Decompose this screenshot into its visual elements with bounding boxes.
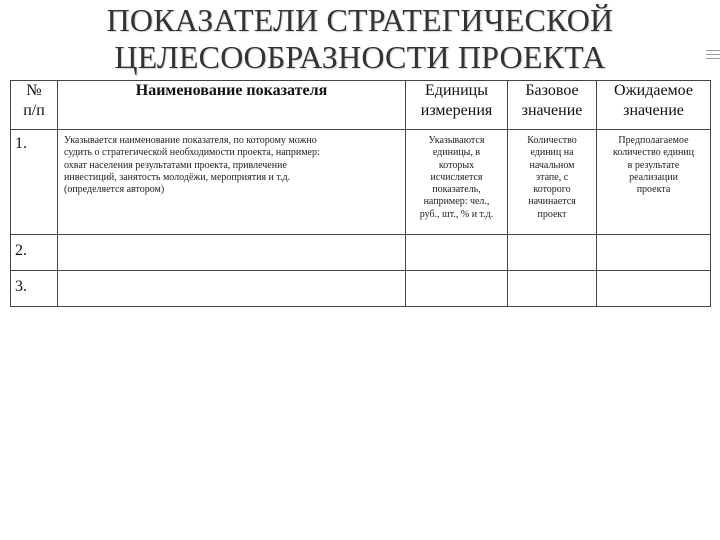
indicators-table [10,80,711,307]
expected-value-line: количество единиц [612,147,695,159]
units-line: единицы, в [432,147,481,159]
units-line: показатель, [432,184,481,196]
table-header-row [11,81,711,130]
indicator-name-line: Указывается наименование показателя, по которому можно [64,135,317,146]
header-expected-line-1: Ожидаемое [614,82,693,99]
units-line: Указываются [428,135,485,146]
row-number: 2. [11,235,58,271]
indicator-name-cell [58,271,406,307]
header-units [406,81,508,130]
expected-value-line: в результате [627,159,680,171]
header-expected-value [597,81,711,130]
page-title-line-2: ЦЕЛЕСООБРАЗНОСТИ ПРОЕКТА [114,39,606,75]
row-number: 1. [11,130,58,235]
indicator-name-line: охват населения результатами проекта, привлечение [64,159,287,171]
base-value-cell [508,130,597,235]
table-row [11,271,711,307]
base-value-line: проект [537,208,567,220]
expected-value-cell [597,271,711,307]
header-number-line-1: № [26,82,42,99]
base-value-line: начинается [528,196,576,208]
units-cell [406,271,508,307]
header-units-line-2: измерения [420,102,493,119]
header-base-line-1: Базовое [525,82,579,99]
indicator-name-line: (определяется автором) [64,184,165,196]
expected-value-line: проекта [636,184,671,196]
row-number: 3. [11,271,58,307]
base-value-line: которого [533,184,571,196]
table-row [11,130,711,235]
table-row [11,235,711,271]
expected-value-cell [597,235,711,271]
units-line: исчисляется [430,171,483,183]
page-title-line-1: ПОКАЗАТЕЛИ СТРАТЕГИЧЕСКОЙ [106,2,614,38]
units-line: которых [438,159,475,171]
header-number [11,81,58,130]
base-value-line: Количество [527,135,577,146]
header-units-line-1: Единицы [425,82,488,99]
base-value-line: начальном [529,159,575,171]
indicator-name-line: инвестиций, занятость молодёжи, мероприятия и т.д. [64,171,291,183]
header-number-line-2: п/п [23,102,45,119]
indicator-name-line: судить о стратегической необходимости проекта, например: [64,147,320,159]
base-value-cell [508,271,597,307]
header-expected-line-2: значение [623,102,684,119]
header-base-line-2: значение [521,102,583,119]
expected-value-line: Предполагаемое [618,135,689,146]
units-cell [406,235,508,271]
expected-value-line: реализации [629,171,678,183]
header-indicator-name: Наименование показателя [58,81,406,130]
base-value-cell [508,235,597,271]
page-title [0,2,720,76]
expected-value-cell [597,130,711,235]
units-cell [406,130,508,235]
units-line: руб., шт., % и т.д. [419,208,494,220]
header-base-value [508,81,597,130]
units-line: например: чел., [423,196,490,208]
base-value-line: единиц на [530,147,574,159]
indicator-name-cell [58,235,406,271]
indicator-name-cell [58,130,406,235]
base-value-line: этапе, с [535,171,569,183]
